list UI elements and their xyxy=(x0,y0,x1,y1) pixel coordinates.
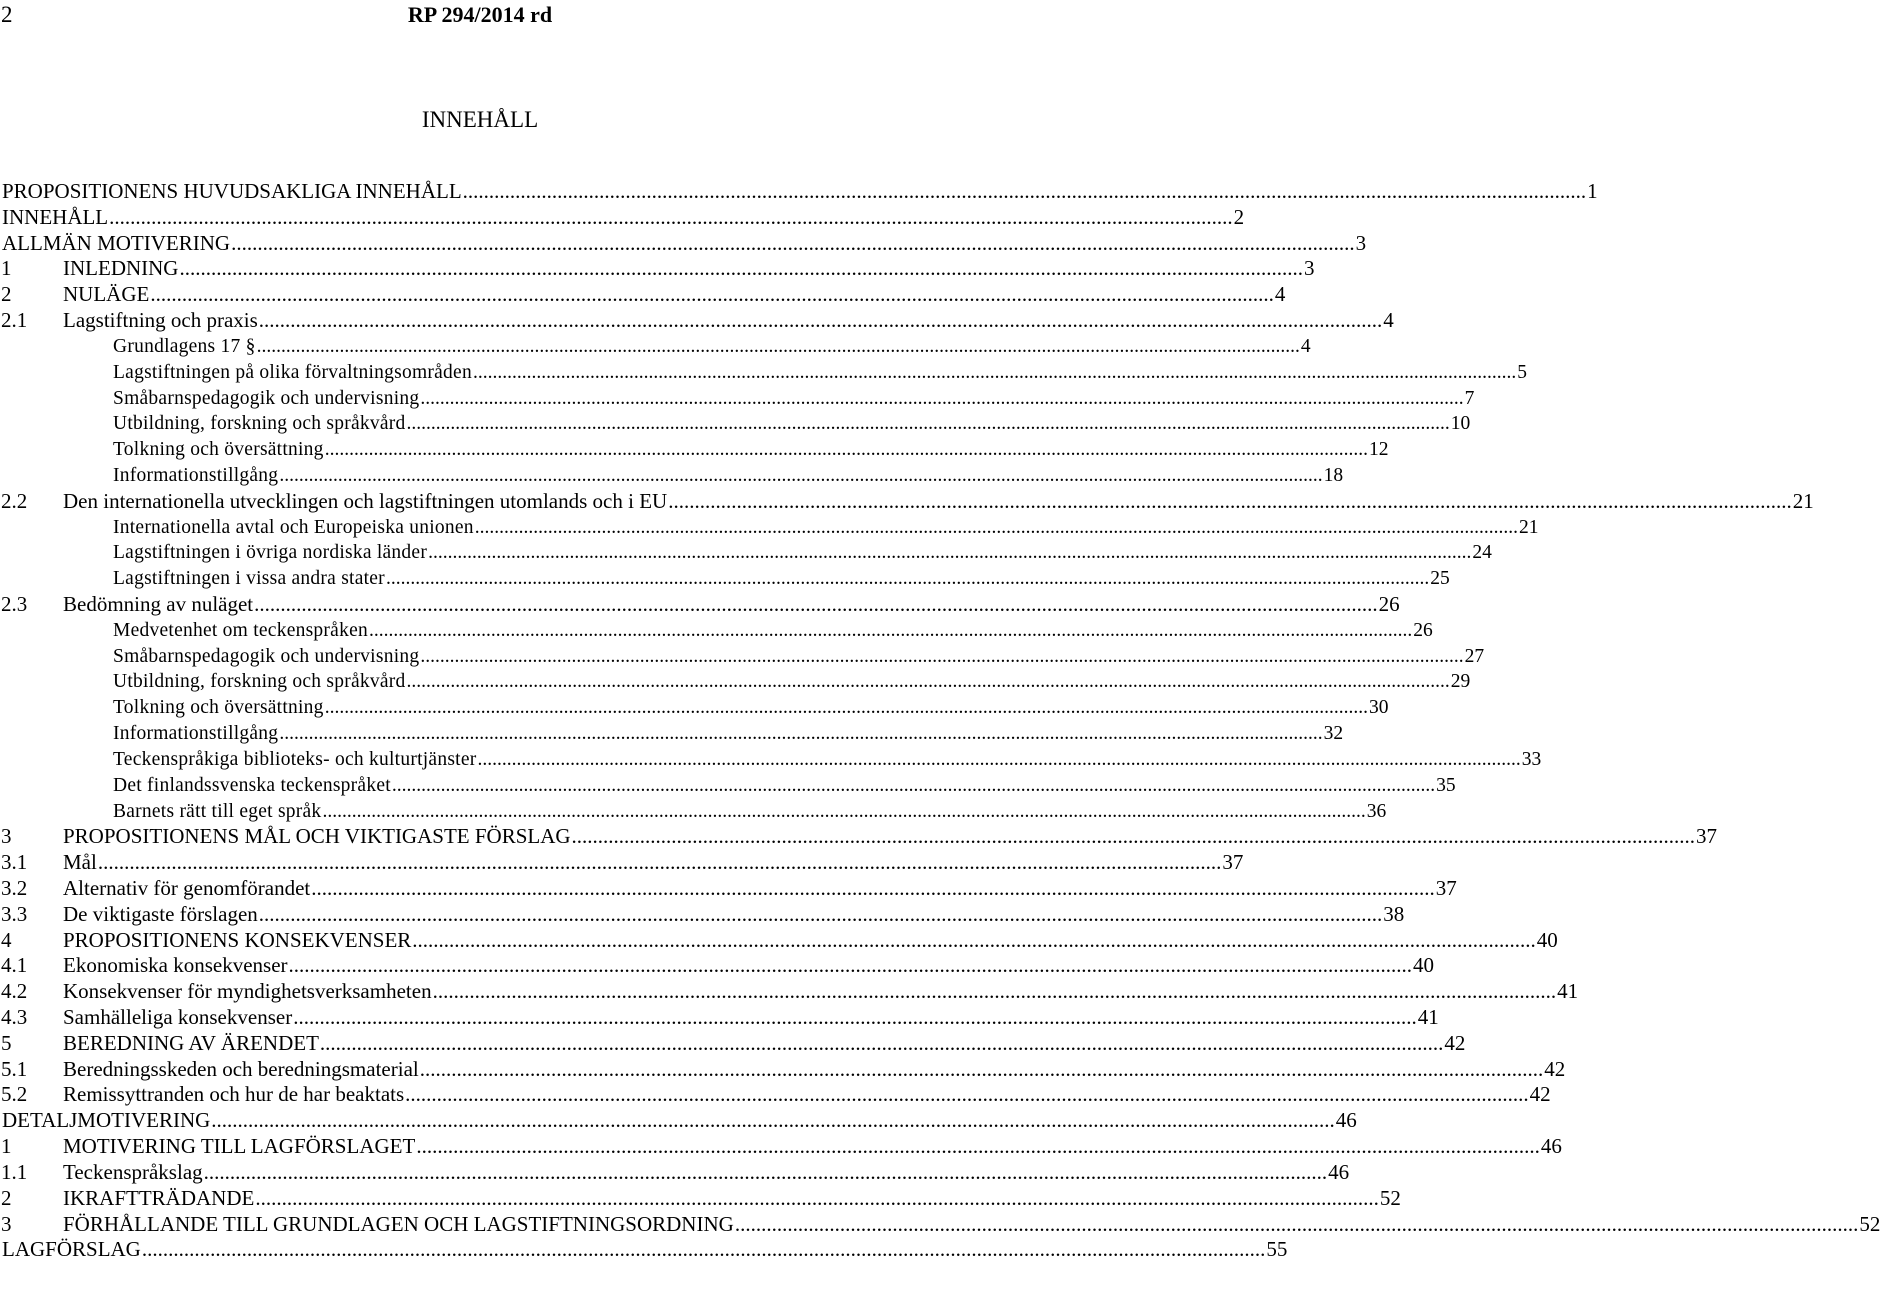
toc-dot-leader: ...................................................................................................................................................................................................................... xyxy=(254,592,1378,616)
toc-entry-page: 3 xyxy=(1303,256,1315,281)
toc-entry[interactable] xyxy=(0,901,1405,928)
toc-entry-title: Tolkning och översättning xyxy=(113,439,324,461)
page-header xyxy=(0,0,960,34)
toc-dot-leader: ...................................................................................................................................................................................................................... xyxy=(231,230,1355,255)
toc-entry-title: BEREDNING AV ÄRENDET xyxy=(63,1030,319,1055)
toc-entry-number: 3.2 xyxy=(1,875,28,900)
toc-dot-leader: ...................................................................................................................................................................................................................... xyxy=(477,748,1521,770)
toc-entry[interactable] xyxy=(0,540,1492,566)
toc-entry-title: Teckenspråkiga biblioteks- och kulturtjänster xyxy=(113,748,477,770)
toc-dot-leader: ...................................................................................................................................................................................................................... xyxy=(420,387,1464,409)
toc-entry-title: Internationella avtal och Europeiska unionen xyxy=(113,516,474,538)
toc-dot-leader: ...................................................................................................................................................................................................................... xyxy=(279,464,1323,486)
toc-entry-title: PROPOSITIONENS HUVUDSAKLIGA INNEHÅLL xyxy=(2,179,462,203)
toc-dot-leader: ...................................................................................................................................................................................................................... xyxy=(322,800,1366,822)
toc-entry-title: Den internationella utvecklingen och lagstiftningen utomlands och i EU xyxy=(63,488,668,513)
toc-entry-page: 3 xyxy=(1355,230,1367,255)
toc-entry-number: 5.2 xyxy=(1,1082,28,1107)
toc-entry-page: 30 xyxy=(1368,697,1389,719)
toc-entry-title: Småbarnspedagogik och undervisning xyxy=(113,387,420,409)
toc-entry-page: 5 xyxy=(1517,361,1527,383)
toc-entry-page: 36 xyxy=(1366,800,1387,822)
toc-entry-title: Ekonomiska konsekvenser xyxy=(63,953,288,978)
toc-dot-leader: ...................................................................................................................................................................................................................... xyxy=(258,308,1383,333)
toc-entry[interactable] xyxy=(0,1030,1466,1057)
toc-entry-title: Alternativ för genomförandet xyxy=(63,875,311,900)
toc-entry-number: 1 xyxy=(1,256,12,281)
toc-entry-page: 46 xyxy=(1540,1134,1562,1159)
toc-dot-leader: ...................................................................................................................................................................................................................... xyxy=(279,723,1323,745)
toc-entry-number: 2.3 xyxy=(1,592,28,616)
document-id: RP 294/2014 rd xyxy=(407,2,553,27)
toc-entry-number: 4.2 xyxy=(1,979,28,1004)
toc-dot-leader: ...................................................................................................................................................................................................................... xyxy=(324,439,1368,461)
toc-entry-page: 24 xyxy=(1472,542,1492,564)
toc-entry-title: Beredningsskeden och beredningsmaterial xyxy=(63,1056,419,1081)
toc-dot-leader: ...................................................................................................................................................................................................................... xyxy=(141,1237,1266,1262)
toc-entry-title: LAGFÖRSLAG xyxy=(2,1237,141,1262)
toc-entry-title: Lagstiftningen i vissa andra stater xyxy=(113,568,385,590)
toc-dot-leader: ...................................................................................................................................................................................................................... xyxy=(391,774,1436,796)
toc-entry[interactable] xyxy=(0,1056,1566,1083)
toc-dot-leader: ...................................................................................................................................................................................................................... xyxy=(255,1185,1379,1210)
toc-entry-number: 4.1 xyxy=(1,953,28,978)
toc-entry[interactable] xyxy=(0,360,1527,386)
toc-entry[interactable] xyxy=(0,1005,1439,1031)
toc-entry-title: Remissyttranden och hur de har beaktats xyxy=(63,1082,405,1107)
toc-entry-page: 52 xyxy=(1379,1185,1401,1210)
toc-entry-number: 1.1 xyxy=(1,1159,28,1184)
toc-entry-page: 35 xyxy=(1436,774,1456,796)
toc-entry-page: 37 xyxy=(1435,875,1457,900)
toc-entry[interactable] xyxy=(0,1108,1357,1134)
toc-dot-leader: ...................................................................................................................................................................................................................... xyxy=(385,568,1430,590)
toc-entry-number: 3.1 xyxy=(1,850,28,875)
toc-entry[interactable] xyxy=(0,1134,1562,1160)
toc-entry[interactable] xyxy=(0,1082,1551,1108)
toc-entry[interactable] xyxy=(0,488,1814,515)
toc-entry-page: 46 xyxy=(1328,1159,1350,1184)
toc-entry-page: 41 xyxy=(1557,979,1579,1004)
toc-entry-number: 1 xyxy=(1,1134,12,1159)
toc-entry-page: 26 xyxy=(1378,592,1400,616)
toc-entry-page: 2 xyxy=(1233,204,1245,229)
toc-entry[interactable] xyxy=(0,179,1598,205)
toc-entry-page: 40 xyxy=(1536,927,1558,952)
toc-dot-leader: ...................................................................................................................................................................................................................... xyxy=(293,1005,1417,1029)
toc-entry[interactable] xyxy=(0,618,1433,644)
toc-entry[interactable] xyxy=(0,644,1485,670)
toc-entry-title: Lagstiftning och praxis xyxy=(63,308,258,333)
toc-entry-title: Lagstiftningen i övriga nordiska länder xyxy=(113,542,428,564)
toc-entry-title: Teckenspråkslag xyxy=(63,1159,203,1184)
toc-entry[interactable] xyxy=(0,282,1286,308)
toc-entry[interactable] xyxy=(0,230,1367,257)
toc-entry[interactable] xyxy=(0,850,1244,876)
toc-dot-leader: ...................................................................................................................................................................................................................... xyxy=(416,1134,1540,1159)
toc-entry-page: 41 xyxy=(1417,1005,1439,1029)
toc-entry[interactable] xyxy=(0,824,1718,850)
toc-entry-page: 27 xyxy=(1464,645,1485,667)
toc-entry-title: FÖRHÅLLANDE TILL GRUNDLAGEN OCH LAGSTIFTNINGSORDNING xyxy=(63,1211,734,1236)
toc-entry-page: 46 xyxy=(1335,1108,1357,1133)
toc-entry-title: Grundlagens 17 § xyxy=(113,335,256,357)
toc-dot-leader: ...................................................................................................................................................................................................................... xyxy=(405,1082,1529,1107)
toc-entry-title: Samhälleliga konsekvenser xyxy=(63,1005,293,1029)
toc-dot-leader: ...................................................................................................................................................................................................................... xyxy=(412,927,1536,952)
toc-entry[interactable] xyxy=(0,256,1315,282)
toc-entry-title: INNEHÅLL xyxy=(2,204,109,229)
toc-entry-number: 3 xyxy=(1,824,12,849)
toc-entry-number: 4 xyxy=(1,927,12,952)
toc-entry-page: 4 xyxy=(1300,335,1311,357)
toc-entry[interactable] xyxy=(0,953,1435,979)
toc-dot-leader: ...................................................................................................................................................................................................................... xyxy=(150,282,1274,307)
toc-dot-leader: ...................................................................................................................................................................................................................... xyxy=(97,850,1222,875)
toc-entry-page: 1 xyxy=(1587,179,1598,203)
toc-entry[interactable] xyxy=(0,721,1344,747)
toc-entry-title: ALLMÄN MOTIVERING xyxy=(2,230,231,255)
toc-entry-page: 32 xyxy=(1323,723,1344,745)
toc-dot-leader: ...................................................................................................................................................................................................................... xyxy=(474,516,1519,538)
toc-dot-leader: ...................................................................................................................................................................................................................... xyxy=(432,979,1557,1004)
toc-entry-page: 37 xyxy=(1696,824,1718,849)
toc-entry-page: 55 xyxy=(1266,1237,1288,1262)
toc-entry-page: 25 xyxy=(1430,568,1450,590)
toc-dot-leader: ...................................................................................................................................................................................................................... xyxy=(428,542,1472,564)
toc-entry[interactable] xyxy=(0,308,1394,334)
toc-dot-leader: ...................................................................................................................................................................................................................... xyxy=(369,619,1413,641)
toc-dot-leader: ...................................................................................................................................................................................................................... xyxy=(734,1211,1859,1236)
toc-dot-leader: ...................................................................................................................................................................................................................... xyxy=(256,335,1300,357)
toc-dot-leader: ...................................................................................................................................................................................................................... xyxy=(462,179,1587,203)
toc-entry-title: Barnets rätt till eget språk xyxy=(113,800,322,822)
toc-dot-leader: ...................................................................................................................................................................................................................... xyxy=(668,488,1792,513)
toc-dot-leader: ...................................................................................................................................................................................................................... xyxy=(179,256,1303,281)
toc-entry-page: 29 xyxy=(1450,671,1471,693)
toc-dot-leader: ...................................................................................................................................................................................................................... xyxy=(472,361,1517,383)
toc-entry-number: 2 xyxy=(1,1185,12,1210)
toc-entry-title: NULÄGE xyxy=(63,282,150,307)
toc-entry-page: 52 xyxy=(1859,1211,1881,1236)
toc-dot-leader: ...................................................................................................................................................................................................................... xyxy=(571,824,1696,849)
toc-dot-leader: ...................................................................................................................................................................................................................... xyxy=(420,645,1464,667)
toc-entry-number: 2 xyxy=(1,282,12,307)
toc-dot-leader: ...................................................................................................................................................................................................................... xyxy=(406,413,1450,435)
toc-entry-page: 26 xyxy=(1413,619,1433,641)
toc-entry-page: 10 xyxy=(1450,413,1471,435)
toc-dot-leader: ...................................................................................................................................................................................................................... xyxy=(419,1056,1544,1081)
toc-entry-title: MOTIVERING TILL LAGFÖRSLAGET xyxy=(63,1134,416,1159)
table-of-contents xyxy=(0,179,1881,1263)
toc-entry-title: Det finlandssvenska teckenspråket xyxy=(113,774,391,796)
toc-entry-page: 38 xyxy=(1383,901,1405,926)
toc-entry[interactable] xyxy=(0,927,1558,954)
toc-entry-title: PROPOSITIONENS MÅL OCH VIKTIGASTE FÖRSLAG xyxy=(63,824,571,849)
toc-entry[interactable] xyxy=(0,1237,1288,1263)
toc-dot-leader: ...................................................................................................................................................................................................................... xyxy=(288,953,1413,978)
toc-entry-title: Småbarnspedagogik och undervisning xyxy=(113,645,420,667)
toc-dot-leader: ...................................................................................................................................................................................................................... xyxy=(406,671,1450,693)
toc-entry[interactable] xyxy=(0,566,1450,592)
toc-entry[interactable] xyxy=(0,515,1539,541)
toc-entry-page: 42 xyxy=(1544,1056,1566,1081)
toc-entry[interactable] xyxy=(0,773,1456,799)
toc-entry-title: Bedömning av nuläget xyxy=(63,592,254,616)
toc-entry-title: Utbildning, forskning och språkvård xyxy=(113,671,406,693)
toc-entry-page: 40 xyxy=(1413,953,1435,978)
toc-entry[interactable] xyxy=(0,799,1387,825)
toc-entry-title: PROPOSITIONENS KONSEKVENSER xyxy=(63,927,412,952)
toc-entry-page: 21 xyxy=(1792,488,1814,513)
toc-entry-number: 4.3 xyxy=(1,1005,28,1029)
toc-entry[interactable] xyxy=(0,669,1471,695)
toc-entry-title: De viktigaste förslagen xyxy=(63,901,258,926)
toc-entry-number: 2.1 xyxy=(1,308,28,333)
toc-entry-page: 42 xyxy=(1444,1030,1466,1055)
toc-entry-title: Konsekvenser för myndighetsverksamheten xyxy=(63,979,432,1004)
toc-dot-leader: ...................................................................................................................................................................................................................... xyxy=(311,875,1435,900)
toc-entry-number: 5.1 xyxy=(1,1056,28,1081)
toc-entry-number: 5 xyxy=(1,1030,12,1055)
toc-entry-title: DETALJMOTIVERING xyxy=(2,1108,211,1133)
toc-entry-title: Informationstillgång xyxy=(113,723,279,745)
toc-entry-page: 12 xyxy=(1368,439,1389,461)
toc-dot-leader: ...................................................................................................................................................................................................................... xyxy=(258,901,1383,926)
toc-entry[interactable] xyxy=(0,437,1389,463)
toc-dot-leader: ...................................................................................................................................................................................................................... xyxy=(109,204,1233,229)
toc-entry-title: IKRAFTTRÄDANDE xyxy=(63,1185,255,1210)
toc-entry[interactable] xyxy=(0,695,1389,721)
toc-entry-page: 7 xyxy=(1464,387,1475,409)
toc-entry-page: 4 xyxy=(1383,308,1394,333)
toc-entry-page: 4 xyxy=(1274,282,1286,307)
toc-dot-leader: ...................................................................................................................................................................................................................... xyxy=(324,697,1368,719)
toc-entry[interactable] xyxy=(0,592,1400,618)
toc-entry-title: Tolkning och översättning xyxy=(113,697,324,719)
toc-entry[interactable] xyxy=(0,1185,1401,1212)
toc-entry-title: Utbildning, forskning och språkvård xyxy=(113,413,406,435)
toc-entry[interactable] xyxy=(0,463,1344,489)
toc-entry[interactable] xyxy=(0,334,1311,360)
toc-entry[interactable] xyxy=(0,979,1579,1005)
toc-entry[interactable] xyxy=(0,747,1542,773)
toc-dot-leader: ...................................................................................................................................................................................................................... xyxy=(203,1159,1328,1184)
toc-dot-leader: ...................................................................................................................................................................................................................... xyxy=(319,1030,1444,1055)
toc-entry-title: Informationstillgång xyxy=(113,464,279,486)
toc-entry-number: 2.2 xyxy=(1,488,28,513)
toc-entry[interactable] xyxy=(0,411,1471,437)
toc-entry[interactable] xyxy=(0,386,1475,412)
toc-entry-title: Medvetenhet om teckenspråken xyxy=(113,619,368,641)
toc-dot-leader: ...................................................................................................................................................................................................................... xyxy=(211,1108,1335,1133)
toc-entry[interactable] xyxy=(0,1211,1881,1238)
toc-entry[interactable] xyxy=(0,204,1245,231)
toc-entry-page: 42 xyxy=(1529,1082,1551,1107)
toc-entry-page: 37 xyxy=(1222,850,1244,875)
toc-entry[interactable] xyxy=(0,1159,1350,1186)
toc-title: INNEHÅLL xyxy=(421,107,539,132)
toc-entry-title: INLEDNING xyxy=(63,256,179,281)
toc-entry-title: Lagstiftningen på olika förvaltningsområden xyxy=(113,361,472,383)
toc-entry-page: 18 xyxy=(1323,464,1344,486)
toc-entry-page: 33 xyxy=(1521,748,1542,770)
toc-entry-number: 3 xyxy=(1,1211,12,1236)
toc-entry[interactable] xyxy=(0,875,1457,902)
page-number: 2 xyxy=(1,2,13,27)
toc-entry-title: Mål xyxy=(63,850,97,875)
toc-entry-number: 3.3 xyxy=(1,901,28,926)
toc-entry-page: 21 xyxy=(1519,516,1539,538)
